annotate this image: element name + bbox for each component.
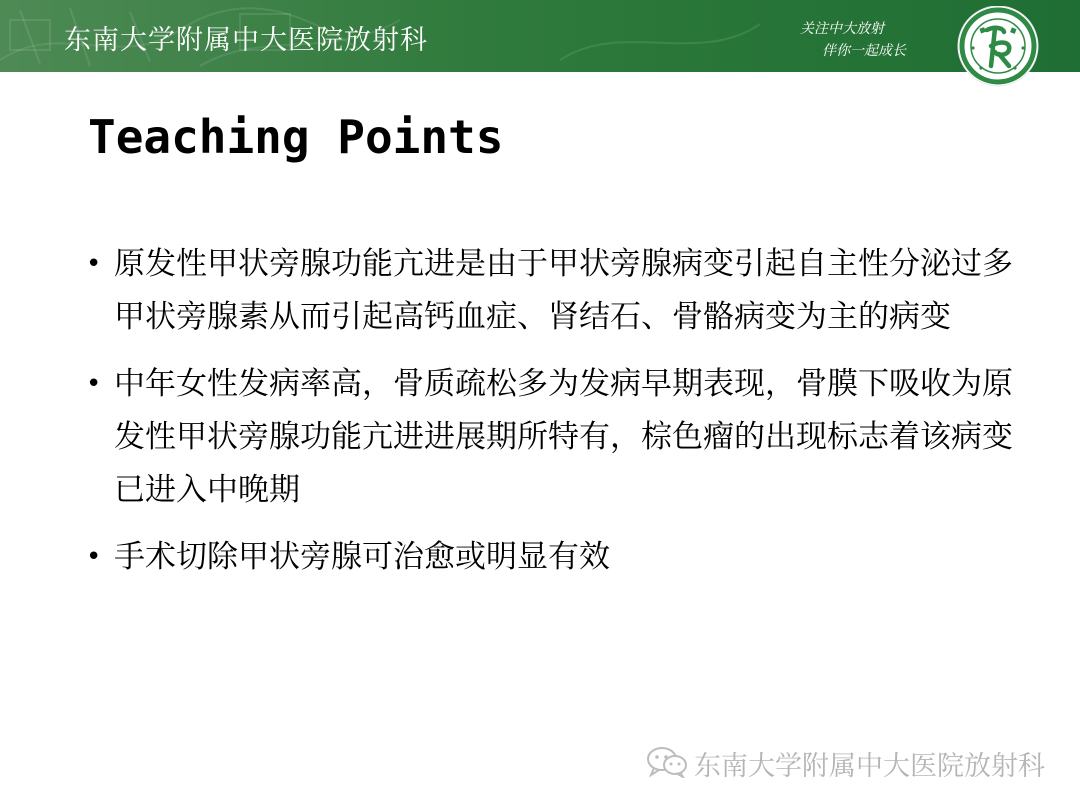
bullet-dot: • <box>86 542 102 572</box>
slide-title: Teaching Points <box>88 110 504 164</box>
bullet-text: 原发性甲状旁腺功能亢进是由于甲状旁腺病变引起自主性分泌过多甲状旁腺素从而引起高钙血症、肾结石、骨骼病变为主的病变 <box>114 246 1013 335</box>
watermark-text: 东南大学附属中大医院放射科 <box>694 751 1045 782</box>
bullet-dot: • <box>86 369 102 399</box>
bullet-item <box>84 531 1034 584</box>
bullet-dot: • <box>86 249 102 279</box>
hospital-radiology-seal-icon <box>951 6 1045 92</box>
bullet-list <box>84 238 1034 598</box>
bullet-text: 手术切除甲状旁腺可治愈或明显有效 <box>114 539 610 575</box>
slogan-line-1: 关注中大放射 <box>800 21 884 37</box>
slogan-line-2: 伴你一起成长 <box>822 43 906 59</box>
banner-title: 东南大学附属中大医院放射科 <box>64 25 428 56</box>
bullet-item <box>84 358 1034 517</box>
bullet-text: 中年女性发病率高，骨质疏松多为发病早期表现，骨膜下吸收为原发性甲状旁腺功能亢进进展期所特有，棕色瘤的出现标志着该病变已进入中晚期 <box>114 366 1013 508</box>
wechat-icon <box>646 746 688 778</box>
banner-slogan <box>800 18 906 62</box>
header-banner <box>0 0 1080 72</box>
bullet-item <box>84 238 1034 344</box>
